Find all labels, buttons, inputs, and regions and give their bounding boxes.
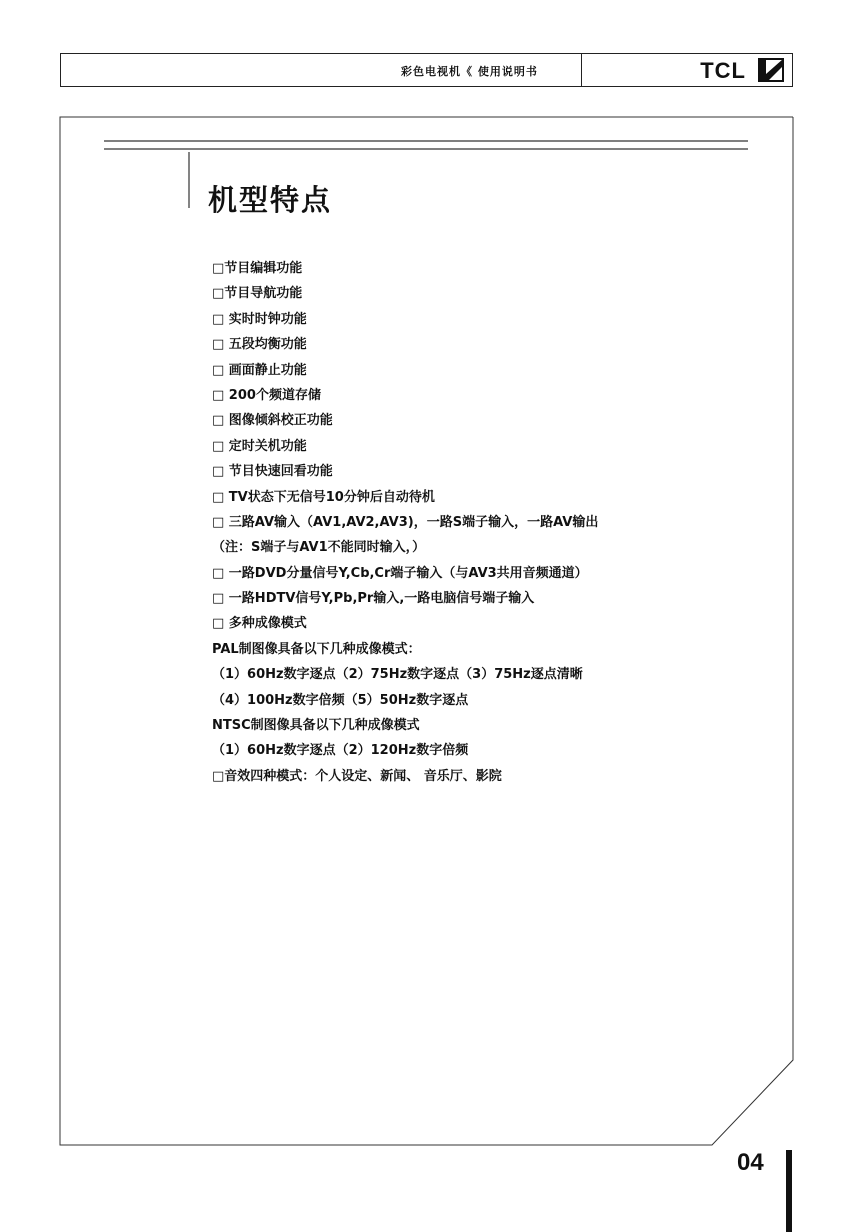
page-title: 机型特点 — [208, 183, 333, 217]
feature-item: □ 画面静止功能 — [212, 362, 307, 378]
brand-name: TCL — [700, 58, 746, 83]
feature-subitem: （4）100Hz数字倍频（5）50Hz数字逐点 — [212, 692, 469, 708]
feature-item: □节目编辑功能 — [212, 261, 303, 276]
feature-item: □ 定时关机功能 — [212, 438, 307, 454]
feature-subheading: PAL制图像具备以下几种成像模式： — [212, 641, 421, 657]
feature-item: □节目导航功能 — [212, 286, 303, 302]
feature-item: □ 图像倾斜校正功能 — [212, 413, 333, 429]
feature-item: □ 多种成像模式 — [212, 616, 307, 632]
feature-item: □ 一路HDTV信号Y,Pb,Pr输入,一路电脑信号端子输入 — [212, 591, 535, 607]
feature-subheading: NTSC制图像具备以下几种成像模式 — [212, 718, 420, 734]
feature-item: □音效四种模式：个人设定、新闻、 音乐厅、影院 — [212, 768, 502, 784]
feature-item: □ 节目快速回看功能 — [212, 464, 333, 480]
header-title: 彩色电视机《 使用说明书 — [401, 65, 538, 78]
page-marker-bar — [786, 1150, 792, 1232]
feature-list — [212, 256, 772, 789]
feature-note: （注：S端子与AV1不能同时输入，） — [212, 540, 426, 556]
feature-item: □ 实时时钟功能 — [212, 311, 307, 327]
feature-item: □ 三路AV输入（AV1,AV2,AV3)，一路S端子输入，一路AV输出 — [212, 514, 599, 530]
page-number: 04 — [737, 1149, 764, 1176]
feature-item: □ 一路DVD分量信号Y,Cb,Cr端子输入（与AV3共用音频通道） — [212, 565, 588, 581]
feature-subitem: （1）60Hz数字逐点（2）75Hz数字逐点（3）75Hz逐点清晰 — [212, 667, 583, 683]
feature-item: □ 200个频道存储 — [212, 387, 321, 403]
feature-item: □ TV状态下无信号10分钟后自动待机 — [212, 489, 435, 505]
feature-item: □ 五段均衡功能 — [212, 337, 307, 353]
feature-subitem: （1）60Hz数字逐点（2）120Hz数字倍频 — [212, 743, 469, 759]
